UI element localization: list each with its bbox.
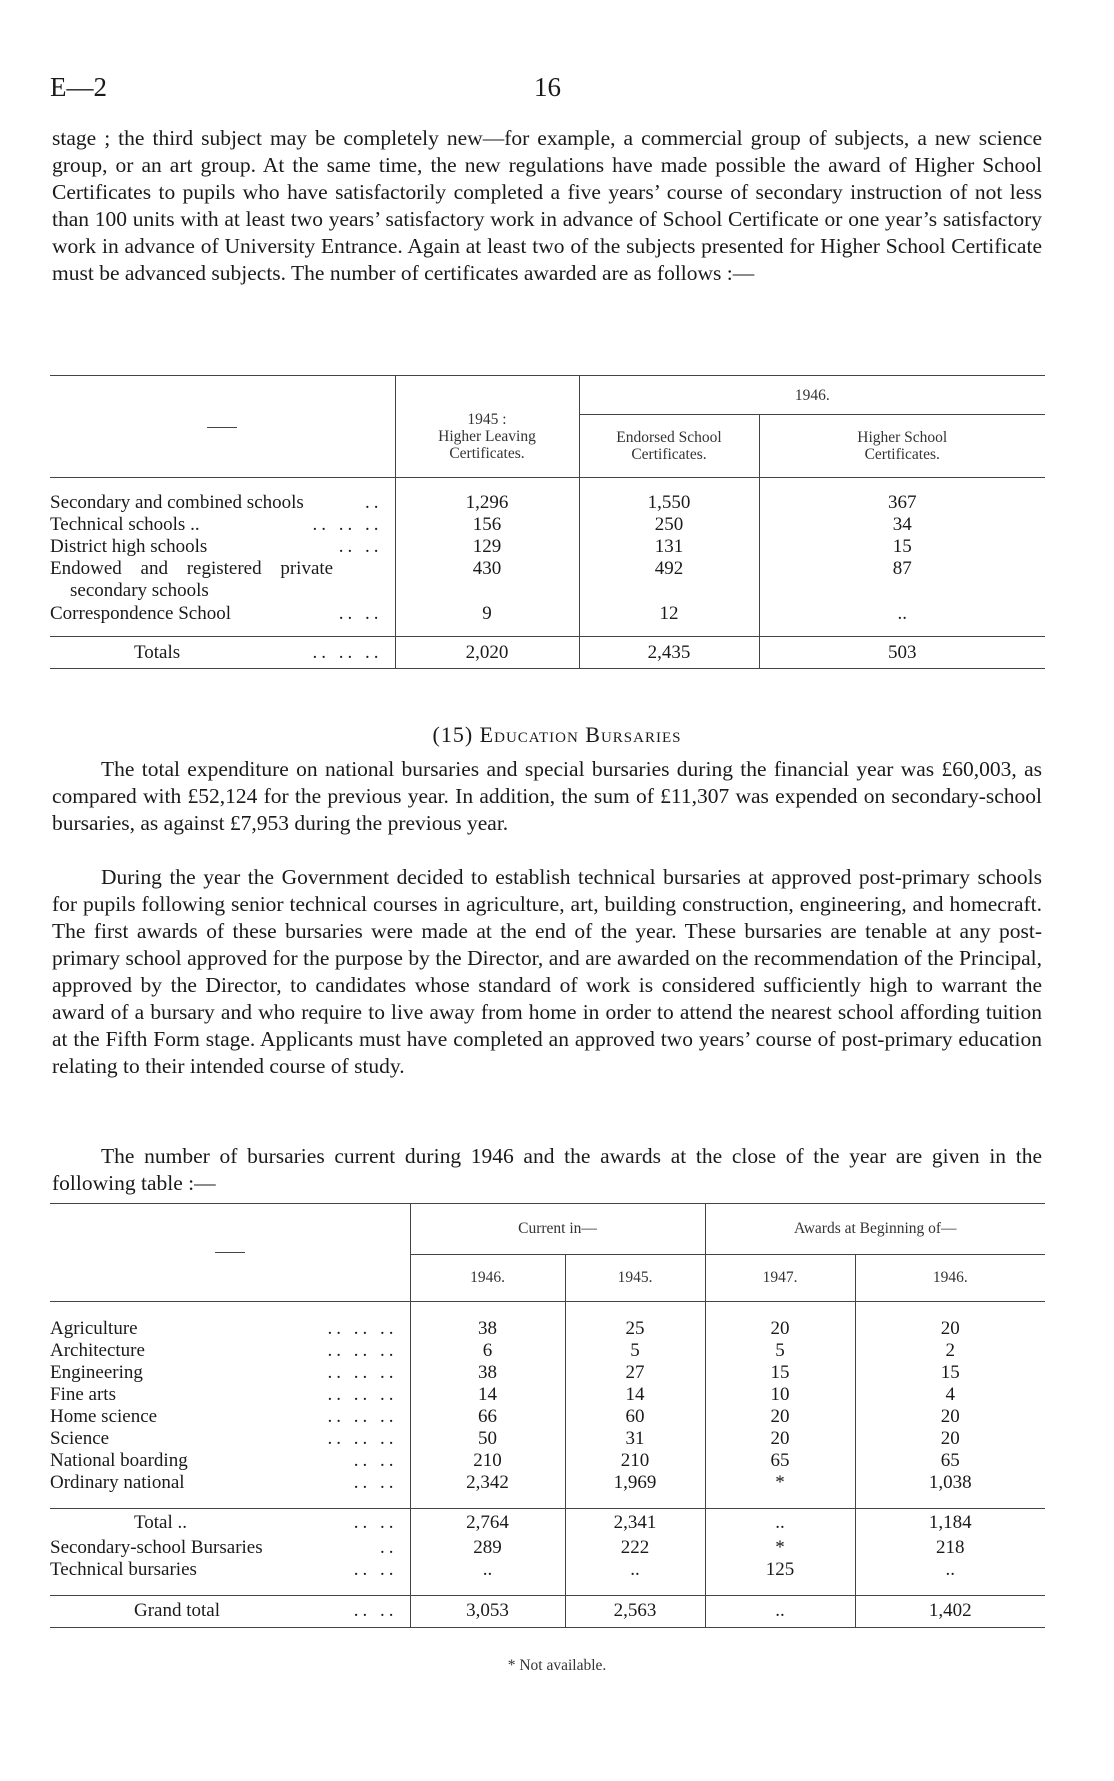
row-label: Endowed and registered private xyxy=(50,558,334,579)
table-row: Secondary-school Bursaries .. 289 222 * 218 xyxy=(50,1537,1045,1559)
col-higher-header: Higher School Certificates. xyxy=(759,415,1045,478)
table-row: Agriculture .. .. .. 38 25 20 20 xyxy=(50,1318,1045,1340)
table-header-row xyxy=(50,376,1045,415)
cell: 218 xyxy=(855,1537,1045,1559)
table-row: Architecture .. .. .. 6 5 5 2 xyxy=(50,1340,1045,1362)
cell: 2,342 xyxy=(410,1472,565,1494)
cell: .. xyxy=(565,1559,705,1581)
cell-1945: 430 xyxy=(395,558,579,602)
table-row: District high schools .. .. 129 131 15 xyxy=(50,536,1045,558)
cell: 5 xyxy=(705,1340,855,1362)
cell-1945: 1,296 xyxy=(395,492,579,514)
cell-endorsed: 1,550 xyxy=(579,492,759,514)
table-row: Correspondence School .. .. 9 12 .. xyxy=(50,602,1045,626)
cell: 6 xyxy=(410,1340,565,1362)
cell-1945: 9 xyxy=(395,602,579,626)
cell-higher: 34 xyxy=(759,514,1045,536)
cell-higher: 367 xyxy=(759,492,1045,514)
dash-mark xyxy=(215,1252,245,1253)
totals-label: Totals xyxy=(134,641,181,663)
cell: 289 xyxy=(410,1537,565,1559)
cell: 66 xyxy=(410,1406,565,1428)
cell: 20 xyxy=(705,1318,855,1340)
cell: * xyxy=(705,1472,855,1494)
year-header: 1946. xyxy=(855,1255,1045,1302)
table-row xyxy=(50,558,1045,602)
cell: 5 xyxy=(565,1340,705,1362)
cell: 20 xyxy=(705,1406,855,1428)
certificates-table xyxy=(50,375,1045,669)
totals-row: Totals .. .. .. 2,020 2,435 503 xyxy=(50,637,1045,669)
cell: 20 xyxy=(855,1406,1045,1428)
cell: 50 xyxy=(410,1428,565,1450)
total-higher: 503 xyxy=(759,637,1045,669)
cell: 14 xyxy=(565,1384,705,1406)
row-label-continued: secondary schools xyxy=(70,580,209,601)
col-1946-header: 1946. xyxy=(579,376,1045,415)
cell: 10 xyxy=(705,1384,855,1406)
cell-higher: .. xyxy=(759,602,1045,626)
cell: .. xyxy=(705,1595,855,1627)
cell: 4 xyxy=(855,1384,1045,1406)
blank-header-cell xyxy=(50,376,395,478)
section-number: (15) xyxy=(432,722,474,747)
table-row: Secondary and combined schools .. 1,296 1,550 367 xyxy=(50,492,1045,514)
page-number: 16 xyxy=(534,72,561,102)
cell-1945: 156 xyxy=(395,514,579,536)
bursaries-table xyxy=(50,1203,1045,1628)
cell-endorsed: 12 xyxy=(579,602,759,626)
paragraph-table-intro: The number of bursaries current during 1946 and the awards at the close of the year are given in the following table :— xyxy=(52,1144,1042,1195)
dash-mark xyxy=(207,427,237,428)
table-row: Science .. .. .. 50 31 20 20 xyxy=(50,1428,1045,1450)
cell-endorsed: 250 xyxy=(579,514,759,536)
cell: 3,053 xyxy=(410,1595,565,1627)
total-row: Total .. .. .. 2,764 2,341 .. 1,184 xyxy=(50,1509,1045,1537)
table-row: Home science .. .. .. 66 60 20 20 xyxy=(50,1406,1045,1428)
year-header: 1947. xyxy=(705,1255,855,1302)
cell: 20 xyxy=(855,1428,1045,1450)
cell: 1,038 xyxy=(855,1472,1045,1494)
row-label: Fine arts xyxy=(50,1384,116,1405)
blank-header-cell xyxy=(50,1204,410,1302)
cell-endorsed: 131 xyxy=(579,536,759,558)
paragraph-intro: stage ; the third subject may be completely new—for example, a commercial group of subjects, a new science group, or an art group. At the same time, the new regulations have made possible the award of Higher School Certificates to pupils who have satisfactorily completed a five years’ course of secondary instruction of not less than 100 units with at least two years’ satisfactory work in advance of School Certificate or one year’s satisfactory work in advance of University Entrance. Again at least two of the subjects presented for Higher School Certificate must be advanced subjects. The number of certificates awarded are as follows :— xyxy=(52,126,1042,285)
awards-header: Awards at Beginning of— xyxy=(705,1204,1045,1255)
table-row: Technical bursaries .. .. .. .. 125 .. xyxy=(50,1559,1045,1581)
row-label: Correspondence School xyxy=(50,603,231,624)
col-endorsed-header: Endorsed School Certificates. xyxy=(579,415,759,478)
cell: 210 xyxy=(410,1450,565,1472)
col-1945-sub: Higher Leaving Certificates. xyxy=(438,428,536,462)
current-in-header: Current in— xyxy=(410,1204,705,1255)
year-header: 1945. xyxy=(565,1255,705,1302)
section-code: E—2 xyxy=(50,72,107,102)
footnote: * Not available. xyxy=(507,1657,607,1674)
cell: 60 xyxy=(565,1406,705,1428)
cell: 31 xyxy=(565,1428,705,1450)
table-row: Engineering .. .. .. 38 27 15 15 xyxy=(50,1362,1045,1384)
row-label: Secondary and combined schools xyxy=(50,492,304,513)
row-label: Architecture xyxy=(50,1340,145,1361)
cell-higher: 87 xyxy=(759,558,1045,602)
table-header-row xyxy=(50,1204,1045,1255)
row-label: Ordinary national xyxy=(50,1472,185,1493)
cell: .. xyxy=(705,1509,855,1537)
row-label: Technical schools .. xyxy=(50,514,200,535)
cell: 14 xyxy=(410,1384,565,1406)
cell: 222 xyxy=(565,1537,705,1559)
col-1945-header xyxy=(395,376,579,478)
row-label: Agriculture xyxy=(50,1318,138,1339)
cell: 38 xyxy=(410,1362,565,1384)
total-1945: 2,020 xyxy=(395,637,579,669)
section-title: Education Bursaries xyxy=(479,722,682,747)
table-row: Technical schools .. .. .. .. 156 250 34 xyxy=(50,514,1045,536)
paragraph-expenditure: The total expenditure on national bursaries and special bursaries during the financial year was £60,003, as compared with £52,124 for the previous year. In addition, the sum of £11,307 was expended on secondary-school bursaries, as against £7,953 during the previous year. xyxy=(52,757,1042,835)
year-header: 1946. xyxy=(410,1255,565,1302)
table-row: Ordinary national .. .. 2,342 1,969 * 1,038 xyxy=(50,1472,1045,1494)
table-row: National boarding .. .. 210 210 65 65 xyxy=(50,1450,1045,1472)
cell: 2,764 xyxy=(410,1509,565,1537)
total-endorsed: 2,435 xyxy=(579,637,759,669)
row-label: Home science xyxy=(50,1406,158,1427)
grand-total-label: Grand total xyxy=(134,1600,221,1621)
row-label: Secondary-school Bursaries xyxy=(50,1536,263,1558)
cell: 125 xyxy=(705,1559,855,1581)
col-1945-year: 1945 : xyxy=(467,411,507,428)
row-label: Technical bursaries xyxy=(50,1558,197,1580)
cell: * xyxy=(705,1537,855,1559)
cell: 210 xyxy=(565,1450,705,1472)
row-label: National boarding xyxy=(50,1450,188,1471)
cell: 1,184 xyxy=(855,1509,1045,1537)
cell: .. xyxy=(410,1559,565,1581)
row-label: Engineering xyxy=(50,1362,143,1383)
cell: 20 xyxy=(705,1428,855,1450)
grand-total-row: Grand total .. .. 3,053 2,563 .. 1,402 xyxy=(50,1595,1045,1627)
cell: 27 xyxy=(565,1362,705,1384)
cell: 1,969 xyxy=(565,1472,705,1494)
row-label: Science xyxy=(50,1428,110,1449)
table-row: Fine arts .. .. .. 14 14 10 4 xyxy=(50,1384,1045,1406)
cell: 65 xyxy=(855,1450,1045,1472)
page-header xyxy=(50,72,1045,112)
cell-endorsed: 492 xyxy=(579,558,759,602)
cell: 25 xyxy=(565,1318,705,1340)
row-label: District high schools xyxy=(50,536,208,557)
paragraph-technical-bursaries: During the year the Government decided to establish technical bursaries at approved post-primary schools for pupils following senior technical courses in agriculture, art, building construction, engineering, and homecraft. The first awards of these bursaries were made at the end of the year. These bursaries are tenable at any post-primary school approved for the purpose by the Director, and are awarded on the recommendation of the Principal, approved by the Director, to candidates whose standard of work is considered sufficiently high to warrant the award of a bursary and who require to live away from home in order to attend the nearest school affording tuition at the Fifth Form stage. Applicants must have completed an approved two years’ course of post-primary education relating to their intended course of study. xyxy=(52,865,1042,1078)
cell: 2,563 xyxy=(565,1595,705,1627)
cell: 20 xyxy=(855,1318,1045,1340)
cell-1945: 129 xyxy=(395,536,579,558)
cell: 15 xyxy=(855,1362,1045,1384)
cell: 2 xyxy=(855,1340,1045,1362)
cell: 15 xyxy=(705,1362,855,1384)
cell: .. xyxy=(855,1559,1045,1581)
cell: 1,402 xyxy=(855,1595,1045,1627)
section-heading xyxy=(0,722,1114,748)
cell: 65 xyxy=(705,1450,855,1472)
total-label: Total .. xyxy=(134,1511,188,1533)
cell: 2,341 xyxy=(565,1509,705,1537)
cell: 38 xyxy=(410,1318,565,1340)
cell-higher: 15 xyxy=(759,536,1045,558)
